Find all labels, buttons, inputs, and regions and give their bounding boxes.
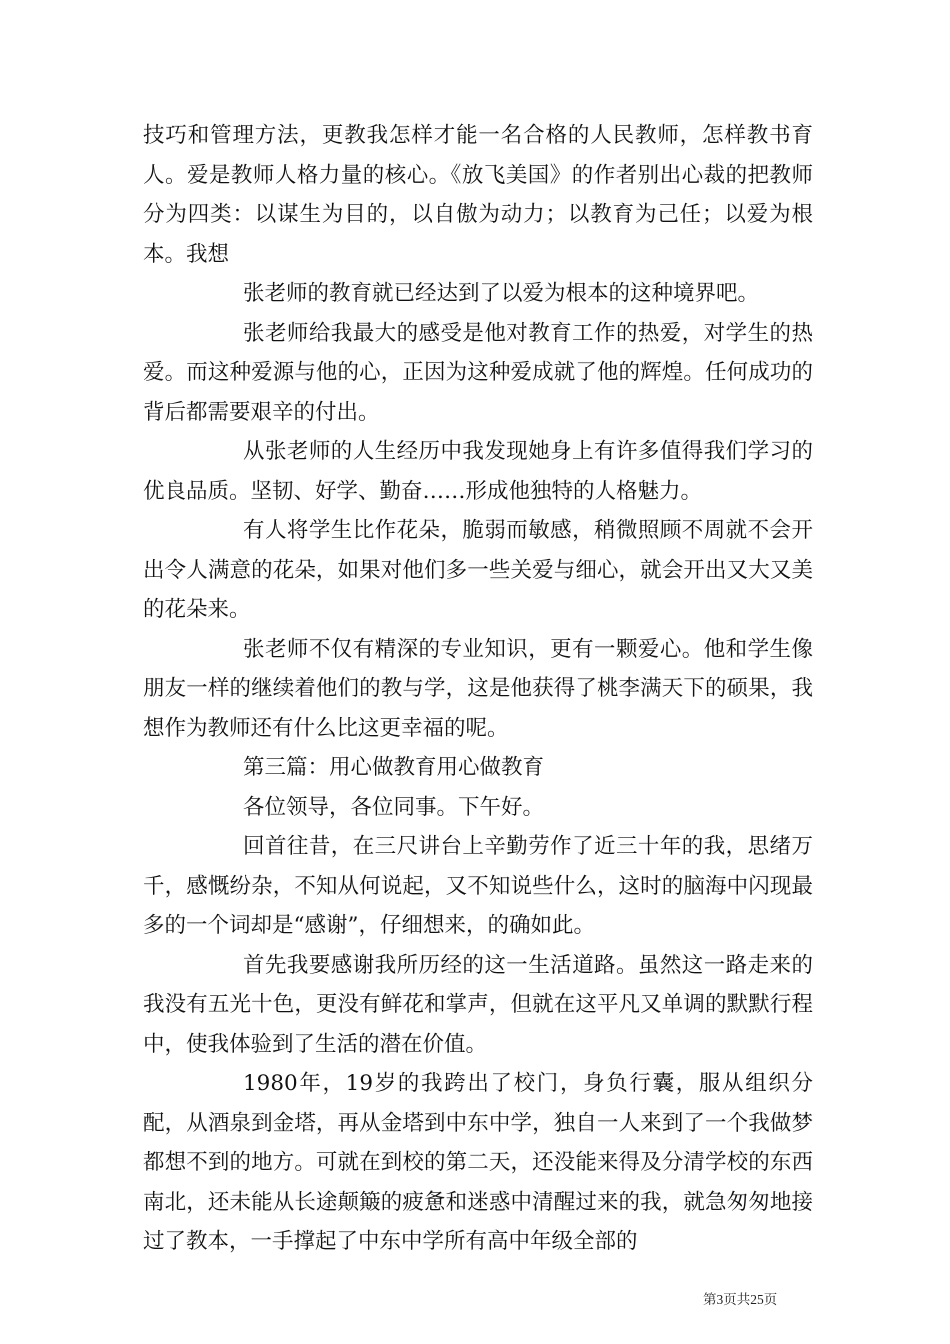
section-heading: 第三篇：用心做教育用心做教育 [243, 755, 545, 780]
paragraph-10: 首先我要感谢我所历经的这一生活道路。虽然这一路走来的我没有五光十色，更没有鲜花和掌声，但就在这平凡又单调的默默行程中，使我体验到了生活的潜在价值。 [143, 952, 813, 1057]
paragraph-11: 1980年，19岁的我跨出了校门，身负行囊，服从组织分配，从酒泉到金塔，再从金塔到中东中学，独自一人来到了一个我做梦都想不到的地方。可就在到校的第二天，还没能来得及分清学校的东西南北，还未能从长途颠簸的疲惫和迷惑中清醒过来的我，就急匆匆地接过了教本，一手撑起了中东中学所有高中年级全部的 [143, 1071, 813, 1254]
page-number-footer: 第3页共25页 [703, 1292, 778, 1307]
greeting-paragraph: 各位领导，各位同事。下午好。 [243, 794, 545, 820]
paragraph-1: 技巧和管理方法，更教我怎样才能一名合格的人民教师，怎样教书育人。爱是教师人格力量的核心。《放飞美国》的作者别出心裁的把教师分为四类：以谋生为目的，以自傲为动力；以教育为己任；以爱为根本。我想 [143, 123, 813, 267]
paragraph-9: 回首往昔，在三尺讲台上辛勤劳作了近三十年的我，思绪万千，感慨纷杂，不知从何说起，又不知说些什么，这时的脑海中闪现最多的一个词却是“感谢”，仔细想来，的确如此。 [143, 834, 813, 938]
paragraph-5: 有人将学生比作花朵，脆弱而敏感，稍微照顾不周就不会开出令人满意的花朵，如果对他们多一些关爱与细心，就会开出又大又美的花朵来。 [143, 518, 813, 622]
paragraph-4: 从张老师的人生经历中我发现她身上有许多值得我们学习的优良品质。坚韧、好学、勤奋……形成他独特的人格魅力。 [143, 439, 813, 504]
paragraph-6: 张老师不仅有精深的专业知识，更有一颗爱心。他和学生像朋友一样的继续着他们的教与学，这是他获得了桃李满天下的硕果，我想作为教师还有什么比这更幸福的呢。 [143, 636, 813, 741]
paragraph-2: 张老师的教育就已经达到了以爱为根本的这种境界吧。 [243, 281, 760, 306]
paragraph-3: 张老师给我最大的感受是他对教育工作的热爱，对学生的热爱。而这种爱源与他的心，正因为这种爱成就了他的辉煌。任何成功的背后都需要艰辛的付出。 [143, 320, 813, 425]
document-body [143, 116, 813, 1262]
